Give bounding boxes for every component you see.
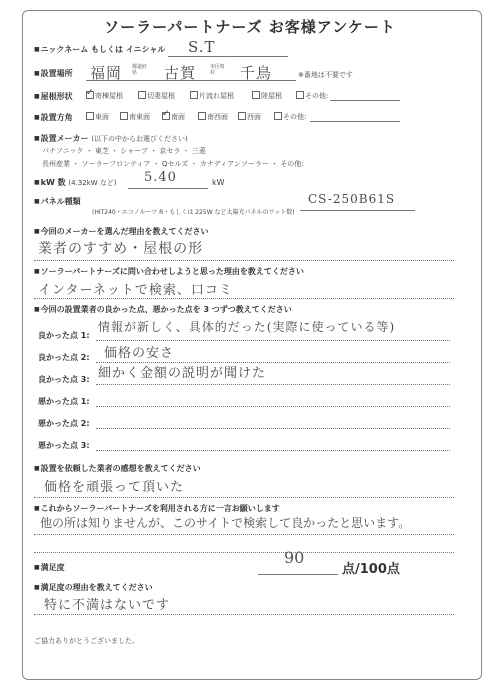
panel-hint: (HIT240・エコノルーツ R・もしくは 225W など太陽光パネルのワット数)	[92, 209, 295, 216]
direction-option-southeast[interactable]: 南東面	[120, 112, 150, 122]
satisfaction-reason-underline	[34, 614, 454, 615]
good-point-3-answer[interactable]: 細かく金額の説明が聞けた	[98, 366, 267, 381]
roof-label: ■ 屋根形状	[34, 91, 73, 102]
impression-answer[interactable]: 価格を頑張って頂いた	[44, 480, 185, 495]
footer-thanks: ご協力ありがとうございました。	[34, 637, 139, 645]
good-point-1-label: 良かった点 1:	[38, 331, 90, 340]
maker-row-1[interactable]: パナソニック ・ 東芝 ・ シャープ ・ 京セラ ・ 三菱	[42, 147, 206, 155]
good-point-2-label: 良かった点 2:	[38, 353, 90, 362]
roof-gable-checkbox[interactable]	[138, 91, 146, 99]
satisfaction-score[interactable]: 90	[284, 548, 305, 567]
roof-option-gable[interactable]: 切妻屋根	[138, 91, 175, 101]
panel-value[interactable]: CS-250B61S	[308, 192, 396, 206]
maker-reason-label: ■ 今回のメーカーを選んだ理由を教えてください	[34, 226, 209, 237]
survey-title: ソーラーパートナーズ お客様アンケート	[104, 18, 396, 36]
satisfaction-suffix: 点/100点	[342, 562, 400, 577]
kw-hint: (4.32kW など)	[68, 179, 117, 187]
location-city-unit: 市区町村	[210, 64, 226, 76]
impression-underline	[34, 497, 454, 498]
panel-underline	[300, 210, 415, 211]
location-city-value[interactable]: 古賀	[164, 64, 197, 82]
nickname-value[interactable]: S.T	[188, 38, 216, 56]
direction-option-southwest[interactable]: 南西面	[198, 112, 228, 122]
message-underline-1	[34, 534, 454, 535]
location-pref-value[interactable]: 福岡	[90, 64, 123, 82]
satisfaction-reason-answer[interactable]: 特に不満はないです	[44, 598, 171, 613]
direction-label: ■ 設置方角	[34, 112, 73, 123]
satisfaction-reason-label: ■ 満足度の理由を教えてください	[34, 582, 153, 593]
kw-label: ■ kW 数 (4.32kW など)	[34, 177, 117, 188]
maker-hint: (以下の中からお選びください)	[91, 135, 188, 143]
nickname-label: ■ ニックネーム もしくは イニシャル	[34, 44, 165, 55]
direction-southeast-checkbox[interactable]	[120, 112, 128, 120]
location-label: ■ 設置場所	[34, 68, 73, 79]
roof-option-shed[interactable]: 片流れ屋根	[190, 91, 234, 101]
good-point-1-answer[interactable]: 情報が新しく、具体的だった(実際に使っている等)	[98, 320, 396, 334]
location-note: ※番地は不要です	[298, 71, 353, 79]
good-point-3-label: 良かった点 3:	[38, 375, 90, 384]
roof-option-flat[interactable]: 陸屋根	[252, 91, 282, 101]
bad-point-2-label: 悪かった点 2:	[38, 419, 90, 428]
bad-point-2-underline[interactable]	[96, 428, 450, 429]
direction-other-underline	[310, 121, 400, 122]
impression-label: ■ 設置を依頼した業者の感想を教えてください	[34, 463, 201, 474]
good-point-2-answer[interactable]: 価格の安さ	[104, 346, 175, 361]
direction-option-east[interactable]: 東面	[86, 112, 109, 122]
how-found-answer[interactable]: インターネットで検索、口コミ	[38, 283, 233, 298]
direction-west-checkbox[interactable]	[238, 112, 246, 120]
maker-reason-answer[interactable]: 業者のすすめ・屋根の形	[38, 241, 204, 257]
location-pref-unit: 都道府県	[132, 64, 148, 76]
good-bad-label: ■ 今回の設置業者の良かった点、悪かった点を 3 つずつ教えてください	[34, 304, 292, 315]
direction-southwest-checkbox[interactable]	[198, 112, 206, 120]
bad-point-1-underline[interactable]	[96, 406, 450, 407]
direction-option-west[interactable]: 西面	[238, 112, 261, 122]
bad-point-3-underline[interactable]	[96, 450, 450, 451]
kw-unit: kW	[212, 178, 225, 187]
direction-south-checkbox[interactable]: ✓	[162, 109, 170, 119]
maker-reason-underline	[34, 260, 454, 261]
roof-option-hip[interactable]: ✓ 寄棟屋根	[86, 88, 123, 100]
how-found-underline	[34, 298, 454, 299]
nickname-underline	[168, 56, 288, 57]
roof-other-underline	[330, 100, 400, 101]
satisfaction-underline	[258, 574, 338, 575]
message-answer[interactable]: 他の所は知りませんが、このサイトで検索して良かったと思います。	[40, 516, 411, 530]
direction-option-south[interactable]: ✓ 南面	[162, 109, 185, 121]
message-underline-2	[34, 552, 454, 553]
roof-option-other[interactable]: その他:	[296, 91, 328, 101]
roof-shed-checkbox[interactable]	[190, 91, 198, 99]
how-found-label: ■ ソーラーパートナーズに問い合わせしようと思った理由を教えてください	[34, 266, 304, 277]
satisfaction-label: ■ 満足度	[34, 562, 65, 573]
direction-option-other[interactable]: その他:	[274, 112, 306, 122]
panel-label: ■ パネル種類	[34, 196, 81, 207]
location-town-value[interactable]: 千鳥	[240, 64, 273, 82]
roof-flat-checkbox[interactable]	[252, 91, 260, 99]
good-point-1-underline	[96, 340, 450, 341]
direction-east-checkbox[interactable]	[86, 112, 94, 120]
good-point-3-underline	[96, 384, 450, 385]
bad-point-3-label: 悪かった点 3:	[38, 441, 90, 450]
maker-label: ■ 設置メーカー (以下の中からお選びください)	[34, 133, 188, 144]
maker-row-2[interactable]: 長州産業 ・ ソーラーフロンティア ・ Qセルズ ・ カナディアンソーラー ・ その他:	[42, 160, 304, 168]
message-label: ■ これからソーラーパートナーズを利用される方に一言お願いします	[34, 503, 280, 514]
kw-value[interactable]: 5.40	[144, 170, 177, 185]
direction-other-checkbox[interactable]	[274, 112, 282, 120]
roof-hip-checkbox[interactable]: ✓	[86, 88, 94, 98]
roof-other-checkbox[interactable]	[296, 91, 304, 99]
bad-point-1-label: 悪かった点 1:	[38, 397, 90, 406]
kw-underline	[128, 188, 208, 189]
survey-sheet	[22, 10, 482, 680]
